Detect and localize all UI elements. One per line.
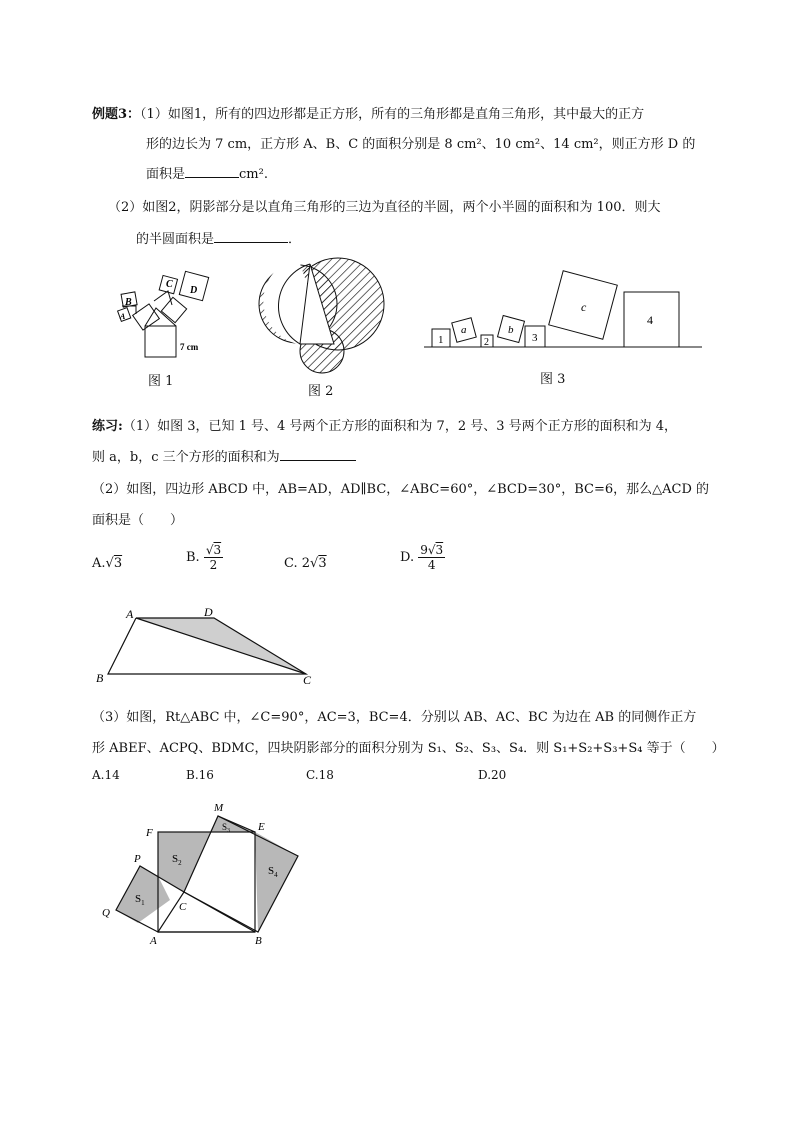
- q3-figure: [100, 798, 310, 950]
- example3-line1: [92, 103, 644, 122]
- q2-figure-trapezoid: [92, 604, 322, 688]
- fig3-label-1: 1: [438, 334, 444, 346]
- q2-option-d[interactable]: [400, 543, 445, 572]
- fig1-label-a: A: [120, 312, 126, 321]
- q2-option-c-prefix: C. 2: [284, 556, 311, 571]
- q2-option-b-denominator: 2: [209, 558, 218, 572]
- q2-option-d-radicand: 3: [435, 543, 444, 557]
- fig1-big-square: [145, 326, 176, 357]
- q2-option-d-coef: 9: [420, 543, 428, 557]
- fig3-label-a: a: [461, 324, 467, 336]
- q3-label-b: B: [255, 935, 262, 947]
- example3-p1-line2: 形的边长为 7 cm，正方形 A、B、C 的面积分别是 8 cm²、10 cm²、14 cm²，则正方形 D 的: [146, 137, 696, 152]
- example3-p2-line1: （2）如图2，阴影部分是以直角三角形的三边为直径的半圆，两个小半圆的面积和为 100．则大: [108, 200, 661, 215]
- q2-option-c-radicand: 3: [318, 556, 327, 571]
- fig1-label-b: B: [125, 297, 132, 308]
- practice-q2-line1: （2）如图，四边形 ABCD 中，AB=AD，AD∥BC，∠ABC=60°，∠BCD=30°，BC=6，那么△ACD 的: [92, 482, 710, 497]
- q2-option-b[interactable]: [186, 543, 223, 572]
- figure-1: [110, 268, 220, 363]
- q3-option-b[interactable]: B.16: [186, 768, 214, 782]
- q3-label-s1: $S_1$: [135, 893, 145, 907]
- practice-q1-line2-text: 则 a，b，c 三个方形的面积和为: [92, 450, 280, 465]
- answer-blank-semicircle: [214, 230, 288, 243]
- figure-2: [258, 256, 388, 376]
- q2-option-a-prefix: A.: [92, 556, 106, 571]
- q3-shaded-s4: [255, 832, 298, 932]
- fig1-caption: 图 1: [148, 374, 174, 389]
- example3-p2-line2-pre: 的半圆面积是: [136, 232, 215, 247]
- q2-option-d-denominator: 4: [427, 558, 436, 572]
- q2-option-b-numerator: 3: [213, 543, 222, 557]
- example3-heading: 例题3：: [92, 107, 141, 122]
- q3-label-a: A: [150, 935, 157, 947]
- q3-leg-cb: [184, 892, 255, 932]
- q3-label-s3: $S_3$: [222, 822, 231, 834]
- practice-heading: 练习:: [92, 419, 123, 434]
- practice-q3-line2: 形 ABEF、ACPQ、BDMC，四块阴影部分的面积分别为 S₁、S₂、S₃、S₄．则 S₁+S₂+S₃+S₄ 等于（ ）: [92, 741, 725, 756]
- fig3-label-b: b: [508, 324, 514, 336]
- q3-label-s4: $S_4$: [268, 865, 278, 879]
- q3-option-c[interactable]: C.18: [306, 768, 334, 782]
- q2-option-b-fraction: $\frac{√3}{2}$: [205, 543, 222, 572]
- practice-q1-line1-text: （1）如图 3，已知 1 号、4 号两个正方形的面积和为 7，2 号、3 号两个正方形的面积和为 4，: [122, 419, 678, 434]
- q2-option-d-prefix: D.: [400, 550, 415, 565]
- example3-p2-line2-post: ．: [288, 232, 302, 247]
- q2-option-a[interactable]: A.√3: [92, 556, 123, 571]
- answer-blank-abc: [280, 448, 356, 461]
- fig1-label-c: C: [166, 279, 173, 290]
- fig1-main-triangle: [145, 308, 176, 326]
- example3-p1-line3-pre: 面积是: [146, 167, 186, 182]
- example3-p1-line3-post: cm².: [239, 167, 268, 182]
- q3-label-m: M: [214, 802, 224, 814]
- practice-q1-line1: [92, 415, 677, 434]
- q2-option-a-radicand: 3: [113, 556, 123, 571]
- fig3-label-c: c: [581, 300, 587, 314]
- fig2-caption: 图 2: [308, 384, 334, 399]
- q2-option-d-fraction: $\frac{9√3}{4}$: [420, 543, 444, 572]
- example3-p1-line3: [146, 163, 268, 182]
- q2-label-c: C: [303, 673, 312, 687]
- fig3-label-4: 4: [647, 313, 653, 327]
- answer-blank-d: [185, 165, 239, 178]
- q3-label-p: P: [134, 853, 141, 865]
- q2-option-c[interactable]: C. 2√3: [284, 556, 327, 571]
- q3-shaded-s2: [158, 832, 210, 892]
- q3-label-q: Q: [102, 907, 110, 919]
- q3-option-a[interactable]: A.14: [92, 768, 120, 782]
- fig1-square-right: [161, 297, 186, 322]
- figure-3: [424, 268, 704, 353]
- q2-label-b: B: [96, 671, 104, 685]
- fig3-label-2: 2: [484, 337, 489, 348]
- practice-q3-line1: （3）如图，Rt△ABC 中，∠C=90°，AC=3，BC=4．分别以 AB、AC、BC 为边在 AB 的同侧作正方: [92, 710, 697, 725]
- q2-label-a: A: [126, 607, 134, 621]
- q2-option-b-prefix: B.: [186, 550, 200, 565]
- practice-q2-line2: 面积是（ ）: [92, 513, 184, 528]
- practice-q1-line2: [92, 446, 356, 465]
- example3-p2-line2: [136, 228, 301, 247]
- fig3-label-3: 3: [532, 332, 538, 344]
- q3-label-s2: $S_2$: [172, 853, 182, 867]
- fig1-label-d: D: [190, 285, 198, 296]
- fig1-side-length: 7 cm: [180, 342, 199, 352]
- q3-label-f: F: [146, 827, 153, 839]
- q3-option-d[interactable]: D.20: [478, 768, 507, 782]
- q2-label-d: D: [204, 605, 213, 619]
- q3-label-c: C: [179, 901, 187, 913]
- example3-p1-line1: （1）如图1，所有的四边形都是正方形，所有的三角形都是直角三角形，其中最大的正方: [140, 107, 645, 122]
- fig3-caption: 图 3: [540, 372, 566, 387]
- q3-label-e: E: [258, 821, 265, 833]
